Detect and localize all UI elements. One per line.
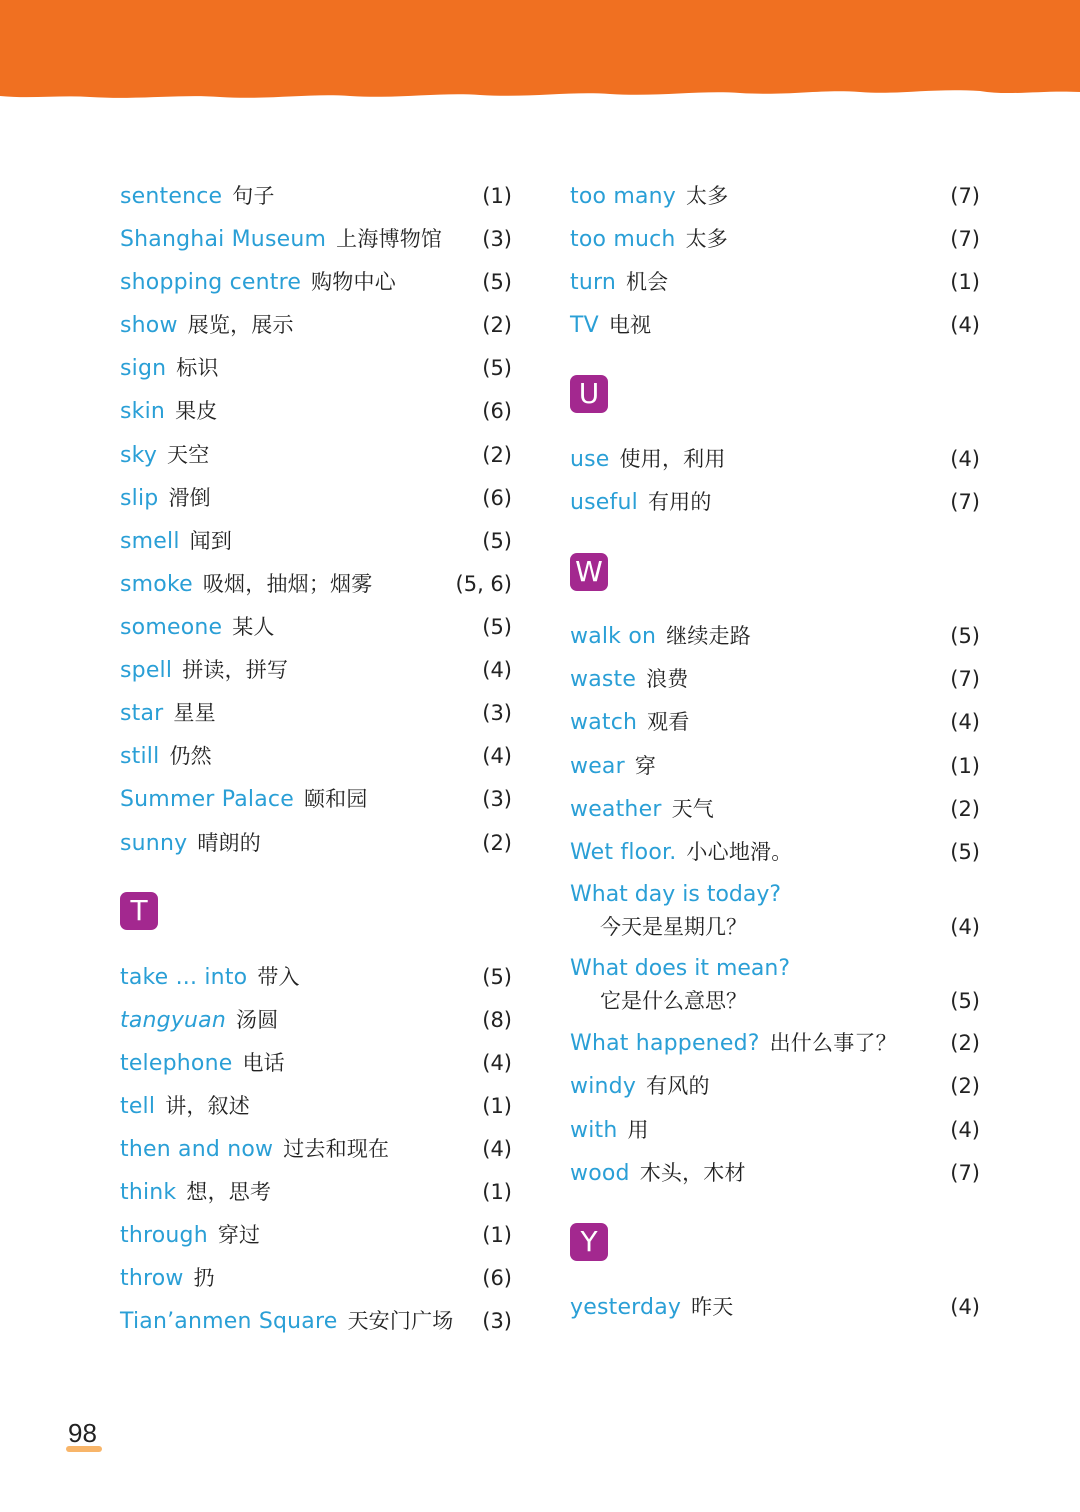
entry-yesterday — [570, 1287, 980, 1327]
entry-translation: 上海博物馆 — [336, 227, 443, 251]
entry-word: slip — [120, 486, 159, 511]
entry-translation: 想，思考 — [186, 1180, 272, 1204]
entry-word: throw — [120, 1266, 184, 1291]
entry-word: What day is today? — [570, 882, 782, 907]
entry-word: think — [120, 1180, 177, 1205]
entry-word: watch — [570, 710, 638, 735]
entry-someone — [120, 607, 512, 647]
entry-unit: (2) — [482, 831, 512, 855]
entry-translation: 太多 — [685, 227, 728, 251]
entry-translation: 它是什么意思？ — [600, 989, 747, 1013]
entry-word: use — [570, 447, 610, 472]
entry-shanghai-museum — [120, 219, 512, 259]
entry-unit: (5) — [482, 965, 512, 989]
entry-word: telephone — [120, 1051, 233, 1076]
entry-word: star — [120, 701, 164, 726]
entry-skin — [120, 391, 512, 431]
entry-word: someone — [120, 615, 223, 640]
entry-translation: 今天是星期几？ — [600, 915, 747, 939]
entry-word: Wet floor. — [570, 840, 677, 865]
section-letter-y: Y — [570, 1223, 608, 1261]
entry-unit: (6) — [482, 399, 512, 423]
entry-unit: (1) — [950, 754, 980, 778]
entry-translation: 天安门广场 — [347, 1309, 454, 1333]
entry-unit: (4) — [950, 1295, 980, 1319]
entry-word: Summer Palace — [120, 787, 294, 812]
entry-unit: (5) — [950, 989, 980, 1013]
entry-unit: (5) — [482, 615, 512, 639]
entry-throw — [120, 1258, 512, 1298]
entry-translation: 木头，木材 — [639, 1161, 746, 1185]
entry-translation: 带入 — [257, 965, 300, 989]
entry-then-and-now — [120, 1129, 512, 1169]
entry-what-does-it-mean — [570, 952, 980, 1022]
entry-unit: (1) — [950, 270, 980, 294]
entry-word: tell — [120, 1094, 156, 1119]
entry-translation: 用 — [627, 1118, 649, 1142]
entry-word: smoke — [120, 572, 193, 597]
entry-word: turn — [570, 270, 616, 295]
entry-unit: (7) — [950, 184, 980, 208]
entry-star — [120, 693, 512, 733]
entry-unit: (5) — [482, 270, 512, 294]
entry-what-happened — [570, 1023, 980, 1063]
entry-unit: (3) — [482, 701, 512, 725]
entry-tell — [120, 1086, 512, 1126]
entry-unit: (4) — [482, 1137, 512, 1161]
entry-translation: 拼读，拼写 — [182, 658, 289, 682]
entry-unit: (4) — [482, 658, 512, 682]
top-orange-band — [0, 0, 1080, 110]
entry-translation: 继续走路 — [666, 624, 751, 648]
entry-through — [120, 1215, 512, 1255]
entry-unit: (3) — [482, 1309, 512, 1333]
entry-word: Tian’anmen Square — [120, 1309, 338, 1334]
entry-translation: 有风的 — [646, 1074, 710, 1098]
entry-what-day-is-today — [570, 878, 980, 948]
entry-waste — [570, 659, 980, 699]
entry-unit: (1) — [482, 184, 512, 208]
section-letter-t: T — [120, 892, 158, 930]
entry-translation: 句子 — [232, 184, 275, 208]
entry-translation: 果皮 — [175, 399, 218, 423]
entry-word: walk on — [570, 624, 657, 649]
entry-translation: 出什么事了？ — [769, 1031, 897, 1055]
entry-unit: (8) — [482, 1008, 512, 1032]
entry-sign — [120, 348, 512, 388]
entry-unit: (2) — [950, 1031, 980, 1055]
entry-translation: 标识 — [176, 356, 219, 380]
entry-word: TV — [570, 313, 599, 338]
entry-turn — [570, 262, 980, 302]
entry-word: then and now — [120, 1137, 274, 1162]
entry-translation: 星星 — [173, 701, 216, 725]
entry-word: wood — [570, 1161, 630, 1186]
entry-smoke — [120, 564, 512, 604]
entry-translation: 扔 — [193, 1266, 215, 1290]
entry-with — [570, 1110, 980, 1150]
entry-word: shopping centre — [120, 270, 302, 295]
entry-word: sky — [120, 443, 158, 468]
entry-spell — [120, 650, 512, 690]
entry-telephone — [120, 1043, 512, 1083]
entry-unit: (5) — [482, 356, 512, 380]
entry-translation: 滑倒 — [168, 486, 211, 510]
entry-unit: (4) — [950, 710, 980, 734]
entry-translation: 闻到 — [189, 529, 233, 553]
entry-translation: 天空 — [167, 443, 210, 467]
entry-word: What happened? — [570, 1031, 760, 1056]
entry-smell — [120, 521, 512, 561]
entry-unit: (5) — [482, 529, 512, 553]
entry-translation: 电话 — [242, 1051, 285, 1075]
entry-word: too many — [570, 184, 677, 209]
section-letter-w: W — [570, 553, 608, 591]
entry-translation: 太多 — [686, 184, 729, 208]
entry-word: What does it mean? — [570, 956, 791, 981]
entry-word: Shanghai Museum — [120, 227, 327, 252]
entry-take-into — [120, 957, 512, 997]
entry-unit: (2) — [482, 443, 512, 467]
entry-unit: (1) — [482, 1094, 512, 1118]
entry-unit: (7) — [950, 667, 980, 691]
entry-word: yesterday — [570, 1295, 682, 1320]
entry-word: show — [120, 313, 178, 338]
entry-tv — [570, 305, 980, 345]
entry-unit: (5, 6) — [455, 572, 512, 596]
entry-unit: (4) — [950, 447, 980, 471]
entry-unit: (3) — [482, 787, 512, 811]
entry-word: spell — [120, 658, 173, 683]
entry-translation: 观看 — [647, 710, 690, 734]
entry-wear — [570, 746, 980, 786]
entry-translation: 有用的 — [647, 490, 712, 514]
entry-too-much — [570, 219, 980, 259]
entry-translation: 仍然 — [169, 744, 212, 768]
entry-word: too much — [570, 227, 676, 252]
entry-word: skin — [120, 399, 166, 424]
entry-translation: 电视 — [608, 313, 652, 337]
entry-unit: (5) — [950, 840, 980, 864]
entry-translation: 穿过 — [217, 1223, 261, 1247]
entry-word: with — [570, 1118, 618, 1143]
entry-tangyuan — [120, 1000, 512, 1040]
entry-unit: (2) — [950, 1074, 980, 1098]
entry-unit: (7) — [950, 490, 980, 514]
entry-summer-palace — [120, 779, 512, 819]
entry-wood — [570, 1153, 980, 1193]
entry-weather — [570, 789, 980, 829]
entry-unit: (5) — [950, 624, 980, 648]
entry-translation: 晴朗的 — [197, 831, 261, 855]
entry-word: windy — [570, 1074, 637, 1099]
entry-unit: (2) — [950, 797, 980, 821]
entry-unit: (7) — [950, 1161, 980, 1185]
entry-word: sunny — [120, 831, 188, 856]
entry-too-many — [570, 176, 980, 216]
entry-word: take ... into — [120, 965, 248, 990]
entry-useful — [570, 482, 980, 522]
entry-word: waste — [570, 667, 637, 692]
entry-word: sign — [120, 356, 167, 381]
entry-sky — [120, 435, 512, 475]
entry-unit: (1) — [482, 1180, 512, 1204]
entry-unit: (2) — [482, 313, 512, 337]
entry-unit: (6) — [482, 1266, 512, 1290]
entry-word: wear — [570, 754, 625, 779]
entry-word: sentence — [120, 184, 223, 209]
entry-unit: (4) — [950, 915, 980, 939]
page-number: 98 — [68, 1418, 97, 1448]
entry-windy — [570, 1066, 980, 1106]
entry-word: through — [120, 1223, 208, 1248]
entry-translation: 过去和现在 — [283, 1137, 390, 1161]
entry-wet-floor — [570, 832, 980, 872]
entry-slip — [120, 478, 512, 518]
entry-unit: (4) — [482, 1051, 512, 1075]
entry-tiananmen-square — [120, 1301, 512, 1341]
entry-sentence — [120, 176, 512, 216]
entry-think — [120, 1172, 512, 1212]
entry-translation: 浪费 — [646, 667, 689, 691]
entry-translation: 天气 — [671, 797, 714, 821]
entry-unit: (4) — [950, 1118, 980, 1142]
entry-word: smell — [120, 529, 180, 554]
entry-translation: 机会 — [625, 270, 669, 294]
entry-word: weather — [570, 797, 662, 822]
entry-translation: 昨天 — [691, 1295, 734, 1319]
entry-show — [120, 305, 512, 345]
entry-unit: (4) — [950, 313, 980, 337]
entry-unit: (7) — [950, 227, 980, 251]
entry-translation: 使用，利用 — [619, 447, 726, 471]
entry-use — [570, 439, 980, 479]
entry-translation: 某人 — [232, 615, 275, 639]
entry-translation: 汤圆 — [236, 1008, 279, 1032]
entry-sunny — [120, 823, 512, 863]
entry-shopping-centre — [120, 262, 512, 302]
entry-word: tangyuan — [120, 1008, 227, 1033]
entry-word: still — [120, 744, 160, 769]
entry-unit: (3) — [482, 227, 512, 251]
section-letter-u: U — [570, 375, 608, 413]
entry-unit: (6) — [482, 486, 512, 510]
entry-translation: 颐和园 — [303, 787, 368, 811]
entry-translation: 购物中心 — [311, 270, 396, 294]
entry-watch — [570, 702, 980, 742]
entry-unit: (4) — [482, 744, 512, 768]
entry-translation: 讲，叙述 — [165, 1094, 250, 1118]
entry-unit: (1) — [482, 1223, 512, 1247]
entry-translation: 吸烟，抽烟；烟雾 — [202, 572, 373, 596]
entry-still — [120, 736, 512, 776]
entry-translation: 展览，展示 — [187, 313, 294, 337]
entry-walk-on — [570, 616, 980, 656]
entry-translation: 穿 — [634, 754, 657, 778]
entry-translation: 小心地滑。 — [686, 840, 793, 864]
entry-word: useful — [570, 490, 638, 515]
